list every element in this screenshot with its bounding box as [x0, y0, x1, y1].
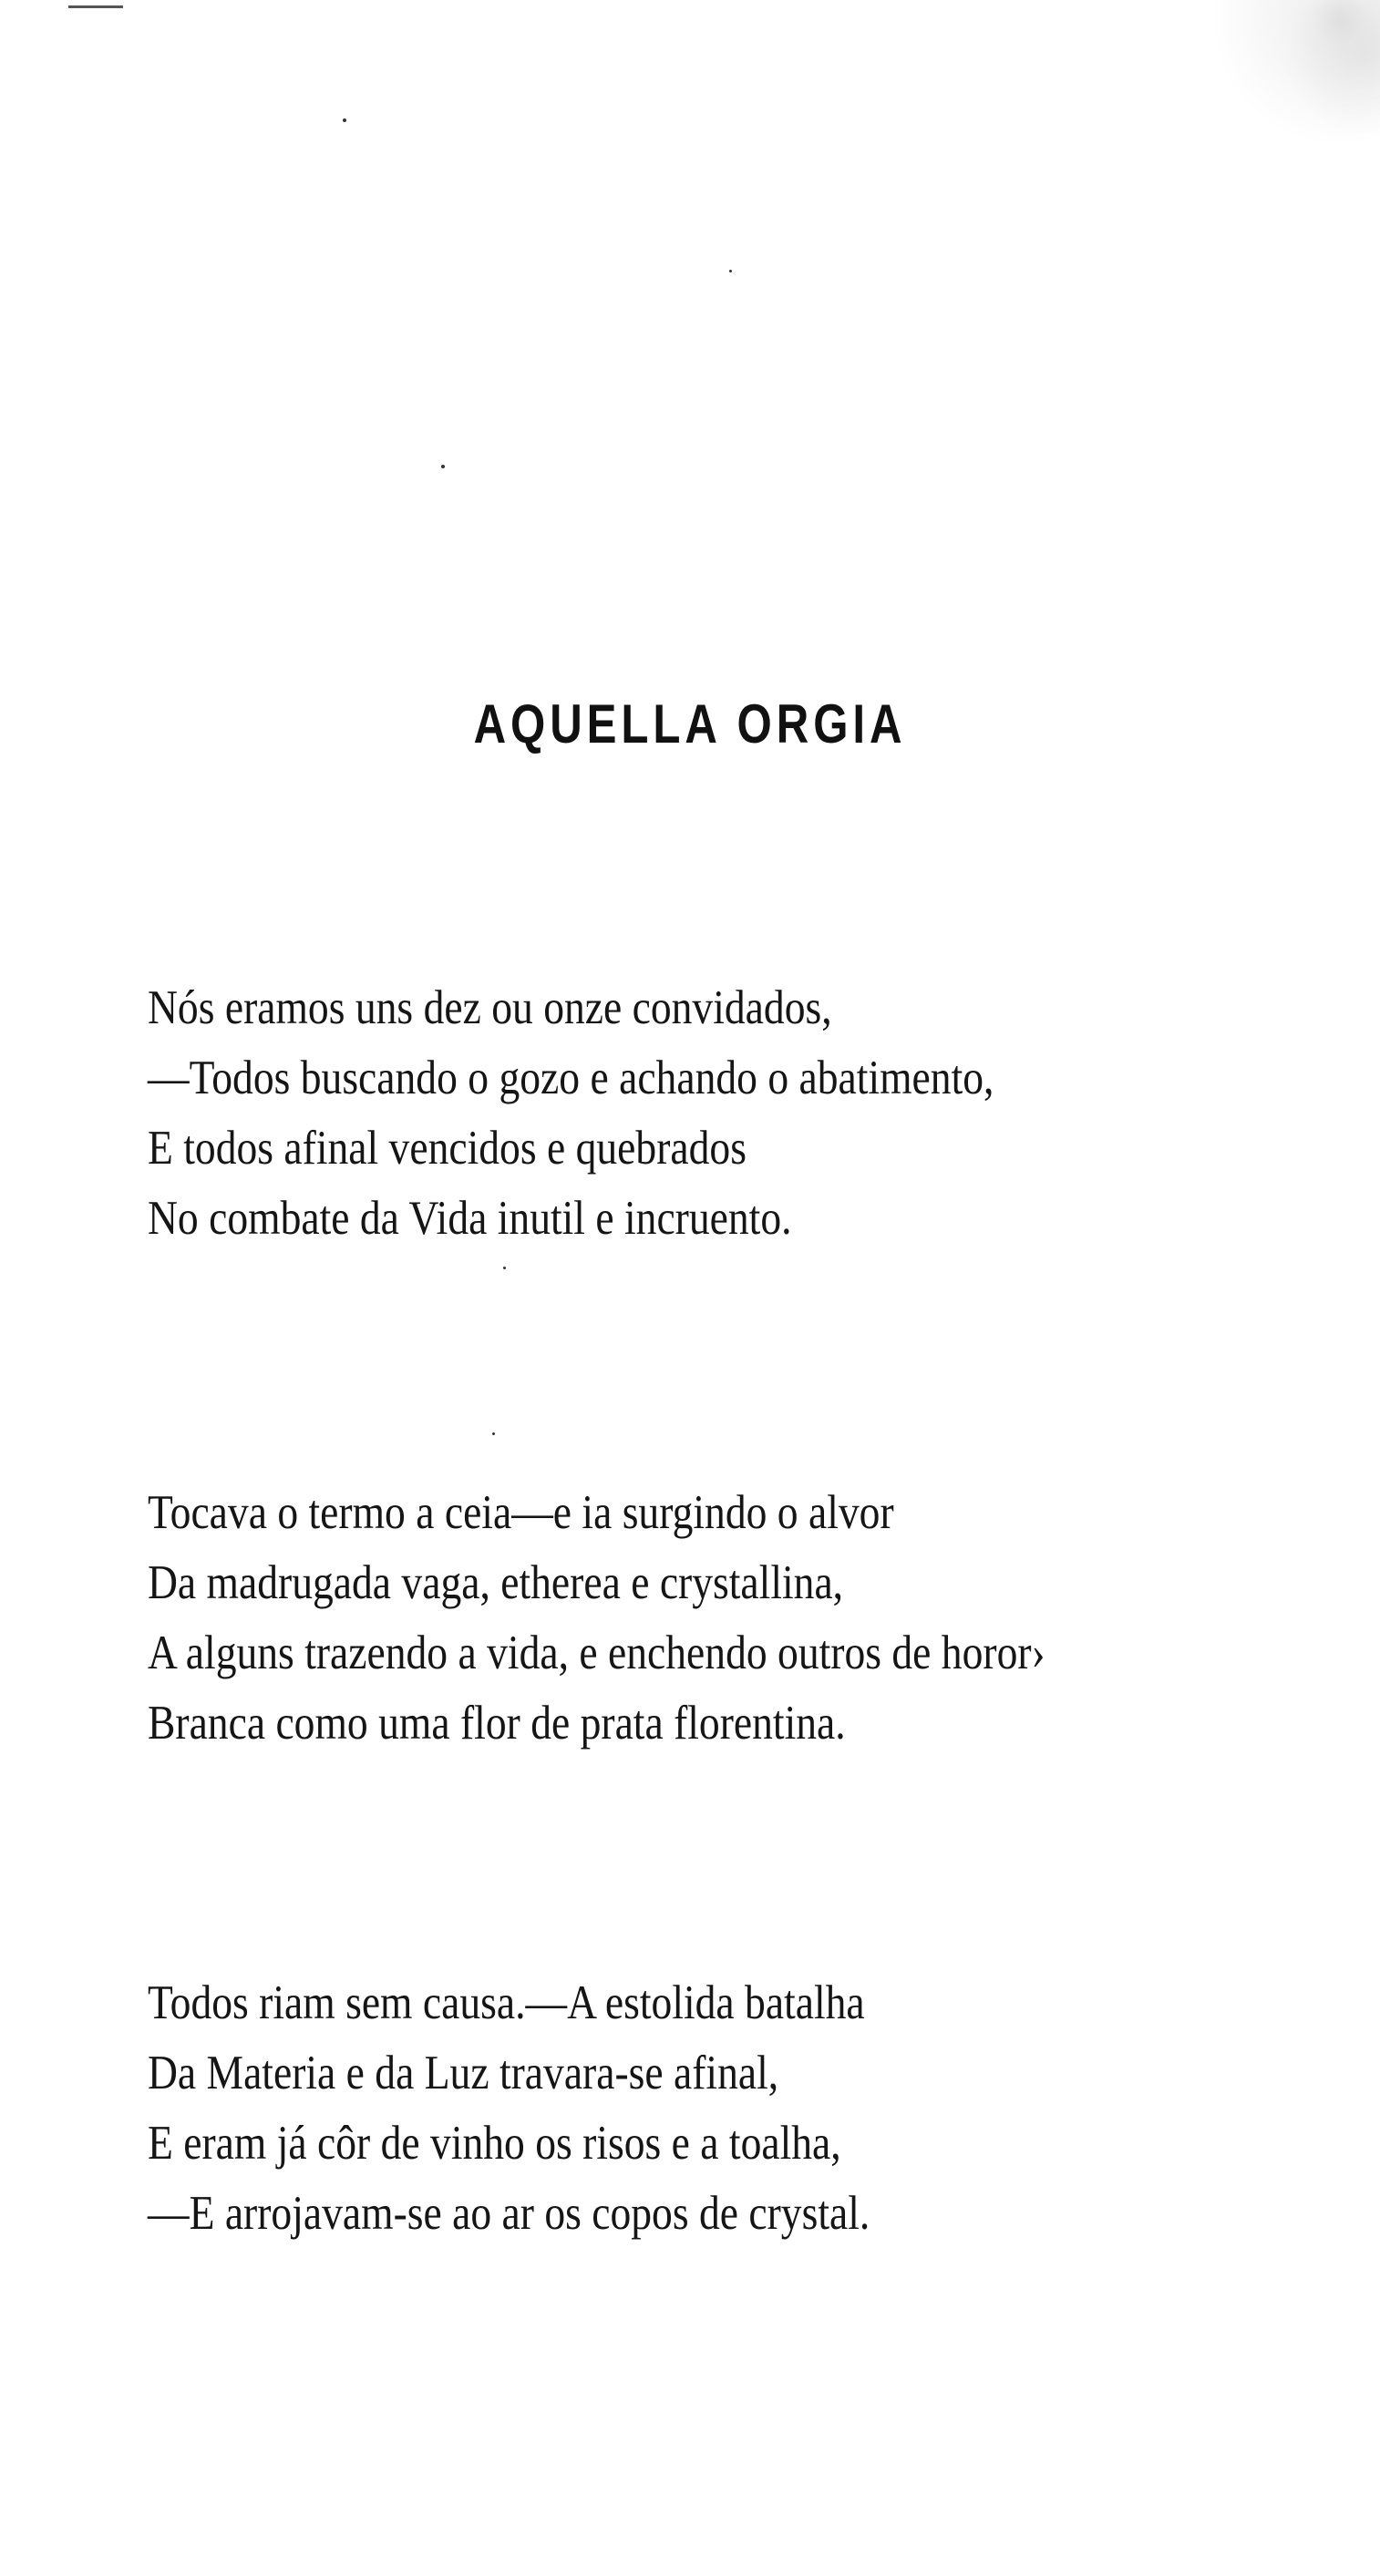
- verse-line: Nós eramos uns dez ou onze convidados,: [148, 981, 832, 1034]
- speck: [729, 270, 732, 272]
- verse-line: Branca como uma flor de prata florentina.: [148, 1697, 846, 1750]
- verse-line: Todos riam sem causa.—A estolida batalha: [148, 1976, 865, 2029]
- poem-title: AQUELLA ORGIA: [473, 693, 907, 754]
- verse-line: No combate da Vida inutil e incruento.: [148, 1192, 792, 1245]
- corner-rule: [68, 5, 123, 8]
- verse-line: Da Materia e da Luz travara-se afinal,: [148, 2047, 779, 2099]
- verse-line: Da madrugada vaga, etherea e crystallina,: [148, 1556, 844, 1609]
- stanza-3: [148, 1968, 1351, 2249]
- verse-line: E todos afinal vencidos e quebrados: [148, 1122, 747, 1175]
- speck: [492, 1432, 495, 1435]
- speck: [503, 1267, 506, 1269]
- scan-noise: [1107, 0, 1380, 182]
- verse-line: —E arrojavam-se ao ar os copos de crystal.: [148, 2187, 870, 2240]
- stanza-1: [148, 973, 1351, 1254]
- stanza-2: [148, 1478, 1351, 1759]
- verse-line: A alguns trazendo a vida, e enchendo outros de horor›: [148, 1627, 1045, 1679]
- verse-line: Tocava o termo a ceia—e ia surgindo o alvor: [148, 1486, 894, 1539]
- verse-line: E eram já côr de vinho os risos e a toalha,: [148, 2117, 841, 2170]
- speck: [441, 465, 445, 468]
- verse-line: —Todos buscando o gozo e achando o abatimento,: [148, 1052, 994, 1104]
- speck: [343, 118, 346, 122]
